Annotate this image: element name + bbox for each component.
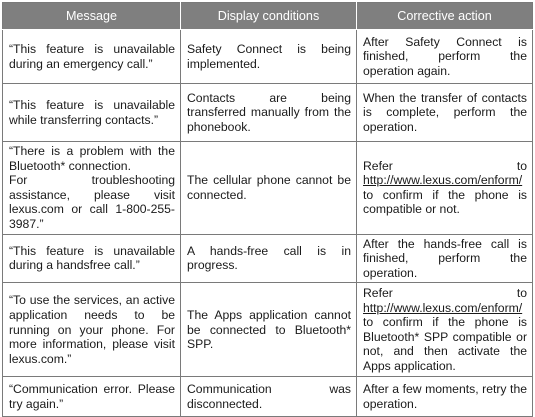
message-cell [3,142,181,235]
message-table [2,2,533,417]
table-row [3,30,533,84]
action-cell [357,283,533,377]
condition-cell: Contacts are being transferred manually from the phonebook. [181,84,357,142]
action-cell: After Safety Connect is finished, perform the operation again. [357,30,533,84]
message-cell: “To use the services, an active application needs to be running on your phone. For more information, please visit lexus.com.” [3,283,181,377]
enform-link[interactable]: http://www.lexus.com/enform/ [363,300,523,315]
action-cell: After the hands-free call is finished, perform the operation. [357,234,533,283]
header-message: Message [3,3,181,30]
table-row [3,234,533,283]
condition-cell: A hands-free call is in progress. [181,234,357,283]
condition-cell: The Apps application cannot be connected to Bluetooth* SPP. [181,283,357,377]
message-cell: “Communication error. Please try again.” [3,377,181,417]
table-row [3,84,533,142]
message-cell: “This feature is unavailable during a handsfree call.” [3,234,181,283]
condition-cell: Safety Connect is being implemented. [181,30,357,84]
action-cell [357,142,533,235]
action-text: Refer to [363,158,527,173]
condition-cell: Communication was disconnected. [181,377,357,417]
action-cell: When the transfer of contacts is complete, perform the operation. [357,84,533,142]
table-row [3,142,533,235]
table-header-row [3,3,533,30]
message-cell: “This feature is unavailable during an emergency call.” [3,30,181,84]
header-corrective-action: Corrective action [357,3,533,30]
action-cell: After a few moments, retry the operation. [357,377,533,417]
action-text: to confirm if the phone is Bluetooth* SPP compatible or not, and then activate the Apps application. [363,315,527,374]
header-display-conditions: Display conditions [181,3,357,30]
message-cell: “This feature is unavailable while transferring contacts.” [3,84,181,142]
action-text: Refer to [363,286,527,301]
table-row [3,377,533,417]
message-text: “There is a problem with the Bluetooth* connection. [9,144,175,173]
enform-link[interactable]: http://www.lexus.com/enform/ [363,173,523,188]
condition-cell: The cellular phone cannot be connected. [181,142,357,235]
message-text: For troubleshooting assistance, please visit lexus.com or call 1-800-255-3987.” [9,173,175,231]
action-text: to confirm if the phone is compatible or not. [363,187,527,217]
table-row [3,283,533,377]
